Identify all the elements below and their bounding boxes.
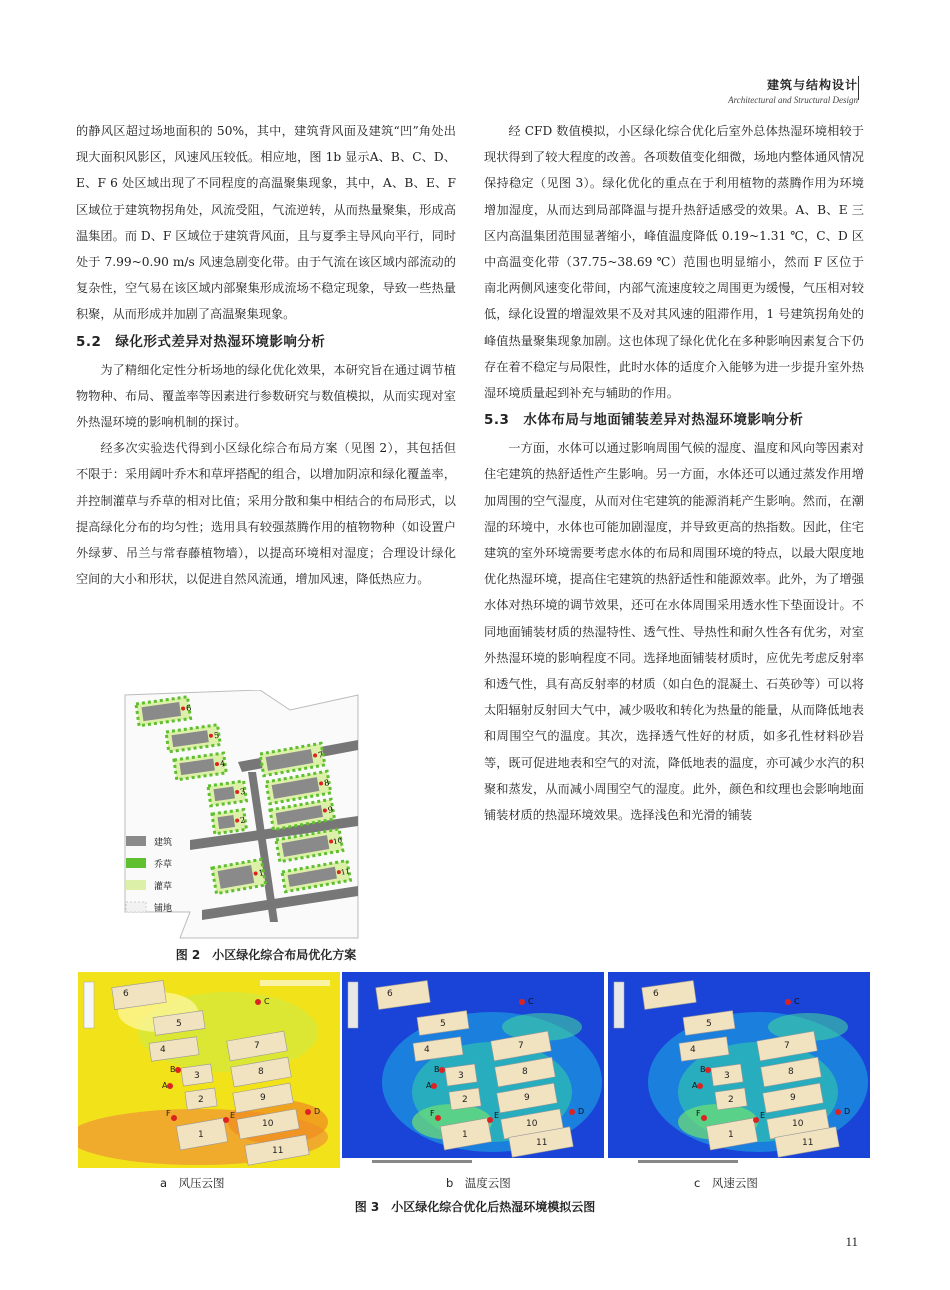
paragraph: 经 CFD 数值模拟，小区绿化综合优化后室外总体热湿环境相较于现状得到了较大程度的改善。各项数值变化细微，场地内整体通风情况保持稳定（见图 3）。绿化优化的重点在于利用植物的蒸腾作用为环境增加湿度，从而达到局部降温与提升热舒适感受的效果。A、B、E 三区内高温集团范围显著缩小，峰值温度降低 0.19~1.31 ℃，C、D 区中高温变化带（37.75~38.69 ℃）范围也明显缩小，然而 F 区位于南北两侧风速变化带间，内部气流速度较之周围更为缓慢，气压相对较低，绿化设置的增湿效果不及对其风速的阻滞作用，1 号建筑拐角处的峰值热量聚集现象加剧。这也体现了绿化优化在多种影响因素复合下仍存在着不稳定与局限性，此时水体的适度介入能够为进一步提升室外热湿环境质量起到补充与辅助的作用。 bbox=[484, 124, 864, 401]
building-number: 11 bbox=[536, 1138, 548, 1148]
figure-3 bbox=[78, 972, 878, 1172]
zone-label: A bbox=[426, 1081, 432, 1090]
building-number: 2 bbox=[728, 1095, 734, 1105]
legend-label: 乔草 bbox=[154, 860, 173, 870]
building-number: 4 bbox=[219, 758, 226, 769]
building-number: 1 bbox=[462, 1130, 468, 1140]
building-number: 6 bbox=[185, 703, 192, 714]
legend-label: 灌草 bbox=[154, 882, 173, 892]
building-number: 8 bbox=[522, 1067, 528, 1077]
building-number: 1 bbox=[728, 1130, 734, 1140]
building-number: 5 bbox=[706, 1019, 712, 1029]
building-number: 2 bbox=[462, 1095, 468, 1105]
zone-label: D bbox=[844, 1107, 851, 1116]
zone-label: E bbox=[230, 1111, 236, 1120]
building-number: 3 bbox=[458, 1071, 464, 1081]
building-number: 2 bbox=[198, 1095, 204, 1105]
building-number: 5 bbox=[440, 1019, 446, 1029]
building-number: 6 bbox=[653, 989, 659, 999]
legend-swatch-building bbox=[126, 836, 146, 846]
journal-title-en: Architectural and Structural Design bbox=[728, 95, 858, 105]
zone-label: E bbox=[760, 1111, 766, 1120]
right-column bbox=[484, 118, 864, 828]
building-number: 10 bbox=[262, 1119, 274, 1129]
left-column bbox=[76, 118, 456, 592]
building-number: 3 bbox=[239, 786, 246, 797]
building-number: 5 bbox=[176, 1019, 182, 1029]
zone-label: B bbox=[700, 1065, 706, 1074]
building-number: 10 bbox=[526, 1119, 538, 1129]
zone-label: D bbox=[314, 1107, 321, 1116]
building-number: 8 bbox=[258, 1067, 264, 1077]
figure-3-caption: 图 3 小区绿化综合优化后热湿环境模拟云图 bbox=[354, 1200, 596, 1214]
building-number: 3 bbox=[194, 1071, 200, 1081]
building-number: 4 bbox=[690, 1045, 696, 1055]
zone-label: B bbox=[434, 1065, 440, 1074]
building-number: 6 bbox=[387, 989, 393, 999]
figure-3b-label: b 温度云图 bbox=[446, 1176, 511, 1190]
figure-3a-label: a 风压云图 bbox=[160, 1176, 225, 1190]
header-rule bbox=[858, 76, 859, 100]
figure-3b-temperature-contour bbox=[342, 972, 604, 1168]
paragraph: 为了精细化定性分析场地的绿化优化效果，本研究旨在通过调节植物物种、布局、覆盖率等因素进行参数研究与数值模拟，从而实现对室外热湿环境的影响机制的探讨。 bbox=[76, 362, 456, 430]
building-number: 9 bbox=[260, 1093, 266, 1103]
zone-label: E bbox=[494, 1111, 500, 1120]
building-number: 4 bbox=[160, 1045, 166, 1055]
building-number: 3 bbox=[724, 1071, 730, 1081]
building-number: 9 bbox=[524, 1093, 530, 1103]
paragraph: 一方面，水体可以通过影响周围气候的湿度、温度和风向等因素对住宅建筑的热舒适性产生影响。另一方面，水体还可以通过蒸发作用增加周围的空气湿度，从而对住宅建筑的能源消耗产生影响。然而，在潮湿的环境中，水体也可能加剧湿度，并导致更高的热指数。因此，住宅建筑的室外环境需要考虑水体的布局和周围环境的特点，以最大限度地优化热湿环境，提高住宅建筑的热舒适性和能源效率。此外，为了增强水体对热环境的调节效果，还可在水体周围采用透水性下垫面设计。不同地面铺装材质的热湿特性、透气性、导热性和耐久性各有优劣，对室外热湿环境的影响程度不同。选择地面铺装材质时，应优先考虑反射率和透气性，具有高反射率的材质（如白色的混凝土、石英砂等）可以将太阳辐射反射回大气中，减少吸收和转化为热量的能量，从而降低地表和周围空气的温度。其次，选择透气性好的材质，如多孔性材料砂岩等，既可促进地表和空气的对流，降低地表的温度，亦可减少水汽的积聚和蒸发，从而减小周围空气的湿度。此外，颜色和纹理也会影响地面铺装材质的热湿环境效果。选择浅色和光滑的铺装 bbox=[484, 441, 864, 823]
legend-swatch-tree-grass bbox=[126, 858, 146, 868]
figure-3c-wind-speed-contour bbox=[608, 972, 870, 1168]
legend-label: 铺地 bbox=[154, 904, 173, 914]
building-number: 11 bbox=[272, 1146, 284, 1156]
building-number: 1 bbox=[198, 1130, 204, 1140]
zone-label: F bbox=[166, 1109, 171, 1118]
figure-3c-label: c 风速云图 bbox=[694, 1176, 758, 1190]
building-number: 7 bbox=[784, 1041, 790, 1051]
building-number: 11 bbox=[340, 867, 351, 877]
legend-label: 建筑 bbox=[154, 838, 173, 848]
page-number: 11 bbox=[845, 1234, 858, 1249]
building-number: 9 bbox=[790, 1093, 796, 1103]
zone-label: F bbox=[696, 1109, 701, 1118]
zone-label: C bbox=[528, 997, 534, 1006]
building-number: 8 bbox=[323, 778, 330, 788]
section-heading-5-2: 5.2 绿化形式差异对热湿环境影响分析 bbox=[76, 333, 326, 350]
figure-2-caption: 图 2 小区绿化综合布局优化方案 bbox=[175, 948, 357, 962]
journal-header bbox=[728, 76, 858, 105]
journal-title-cn: 建筑与结构设计 bbox=[766, 78, 858, 92]
building-number: 7 bbox=[317, 750, 324, 760]
zone-label: C bbox=[794, 997, 800, 1006]
building-number: 5 bbox=[213, 730, 220, 741]
building-number: 7 bbox=[254, 1041, 260, 1051]
paragraph: 的静风区超过场地面积的 50%，其中，建筑背风面及建筑“凹”角处出现大面积风影区，风速风压较低。相应地，图 1b 显示A、B、C、D、E、F 6 处区域出现了不同程度的高温聚集现象，其中，A、B、E、F 区域位于建筑物拐角处，风流受阻，气流逆转，从而热量聚集，形成高温集团。而 D、F 区域位于建筑背风面，且与夏季主导风向平行，同时处于 7.99~0.90 m/s 风速急剧变化带。由于气流在该区域内部流动的复杂性，空气易在该区域内部聚集形成流场不稳定现象，导致一些热量积聚，从而形成并加剧了高温聚集现象。 bbox=[76, 124, 456, 322]
zone-label: B bbox=[170, 1065, 176, 1074]
figure-3a-wind-pressure-contour bbox=[78, 972, 340, 1168]
paragraph: 经多次实验迭代得到小区绿化综合布局方案（见图 2），其包括但不限于：采用阔叶乔木和草坪搭配的组合，以增加阴凉和绿化覆盖率，并控制灌草与乔草的相对比值；采用分散和集中相结合的布局形式，以提高绿化分布的均匀性；选用具有较强蒸腾作用的植物物种（如设置户外绿萝、吊兰与常春藤植物墙），以提高环境相对湿度；合理设计绿化空间的大小和形状，以促进自然风流通，增加风速，降低热应力。 bbox=[76, 441, 456, 587]
building-number: 8 bbox=[788, 1067, 794, 1077]
zone-label: D bbox=[578, 1107, 585, 1116]
section-heading-5-3: 5.3 水体布局与地面铺装差异对热湿环境影响分析 bbox=[484, 412, 804, 429]
zone-label: A bbox=[162, 1081, 168, 1090]
zone-label: C bbox=[264, 997, 270, 1006]
figure-2-site-plan bbox=[120, 690, 360, 940]
legend-swatch-paving bbox=[126, 902, 146, 912]
building-number: 9 bbox=[327, 805, 334, 815]
zone-label: A bbox=[692, 1081, 698, 1090]
building-number: 7 bbox=[518, 1041, 524, 1051]
building-number: 2 bbox=[239, 815, 246, 826]
zone-label: F bbox=[430, 1109, 435, 1118]
building-number: 1 bbox=[257, 868, 265, 878]
legend-swatch-shrub-grass bbox=[126, 880, 146, 890]
building-number: 10 bbox=[332, 836, 343, 847]
building-number: 4 bbox=[424, 1045, 430, 1055]
building-number: 10 bbox=[792, 1119, 804, 1129]
building-number: 6 bbox=[123, 989, 129, 999]
building-number: 11 bbox=[802, 1138, 814, 1148]
